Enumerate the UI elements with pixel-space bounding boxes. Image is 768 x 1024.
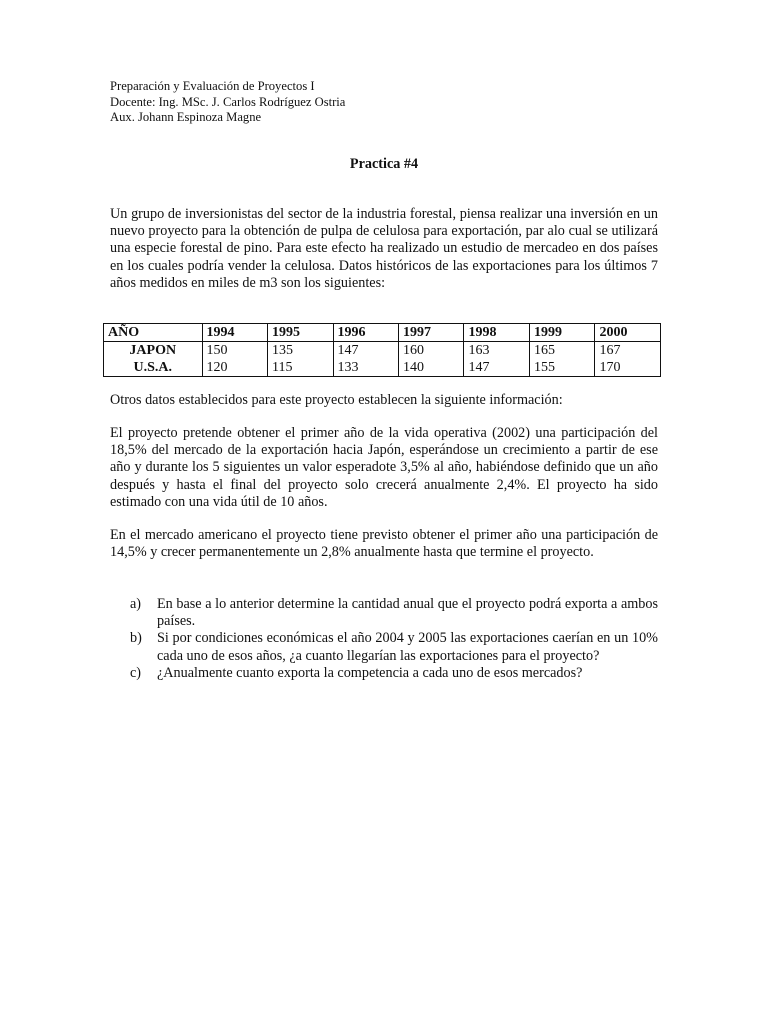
table-cell: 155 xyxy=(529,359,594,377)
table-row xyxy=(104,342,661,360)
row-label: U.S.A. xyxy=(104,359,203,377)
table-header-row xyxy=(104,324,661,342)
column-header: 1994 xyxy=(202,324,267,342)
table-cell: 150 xyxy=(202,342,267,360)
intro-paragraph: Un grupo de inversionistas del sector de la industria forestal, piensa realizar una inversión en un nuevo proyecto para la obtención de pulpa de celulosa para exportación, par alo cual se utilizará una especie forestal de pino. Para este efecto ha realizado un estudio de mercadeo en dos países en los cuales podría vender la celulosa. Datos históricos de las exportaciones para los últimos 7 años medidos en miles de m3 son los siguientes: xyxy=(110,206,658,291)
column-header: AÑO xyxy=(104,324,203,342)
list-item xyxy=(130,665,658,682)
table-cell: 170 xyxy=(595,359,661,377)
column-header: 2000 xyxy=(595,324,661,342)
column-header: 1998 xyxy=(464,324,529,342)
course-name: Preparación y Evaluación de Proyectos I xyxy=(110,79,315,93)
column-header: 1996 xyxy=(333,324,398,342)
table-cell: 163 xyxy=(464,342,529,360)
column-header: 1999 xyxy=(529,324,594,342)
list-marker: b) xyxy=(130,630,142,647)
column-header: 1995 xyxy=(268,324,333,342)
usa-market-paragraph: En el mercado americano el proyecto tiene previsto obtener el primer año una participación de 14,5% y crecer permanentemente un 2,8% anualmente hasta que termine el proyecto. xyxy=(110,527,658,561)
table-cell: 147 xyxy=(464,359,529,377)
question-text: En base a lo anterior determine la cantidad anual que el proyecto podrá exporta a ambos países. xyxy=(157,596,658,630)
question-list xyxy=(130,596,658,682)
course-header xyxy=(110,79,345,126)
table-cell: 167 xyxy=(595,342,661,360)
list-item xyxy=(130,596,658,630)
table-cell: 165 xyxy=(529,342,594,360)
table-cell: 160 xyxy=(398,342,463,360)
table-row xyxy=(104,359,661,377)
question-text: Si por condiciones económicas el año 2004 y 2005 las exportaciones caerían en un 10% cada uno de esos años, ¿a cuanto llegarían las exportaciones para el proyecto? xyxy=(157,630,658,664)
column-header: 1997 xyxy=(398,324,463,342)
row-label: JAPON xyxy=(104,342,203,360)
page-title: Practica #4 xyxy=(349,156,419,172)
question-text: ¿Anualmente cuanto exporta la competencia a cada uno de esos mercados? xyxy=(157,664,583,681)
list-marker: a) xyxy=(130,596,142,612)
table-cell: 147 xyxy=(333,342,398,360)
exports-table xyxy=(103,323,661,377)
table-cell: 135 xyxy=(268,342,333,360)
table-cell: 115 xyxy=(268,359,333,377)
japan-market-paragraph: El proyecto pretende obtener el primer año de la vida operativa (2002) una participación del 18,5% del mercado de la exportación hacia Japón, esperándose un crecimiento a partir de ese año y durante los 5 siguientes un valor esperadote 3,5% al año, habiéndose definido que un año después y hasta el final del proyecto solo crecerá anualmente 2,4%. El proyecto ha sido estimado con una vida útil de 10 años. xyxy=(110,425,658,510)
other-data-paragraph: Otros datos establecidos para este proyecto establecen la siguiente información: xyxy=(110,392,563,408)
table-cell: 133 xyxy=(333,359,398,377)
assistant-name: Aux. Johann Espinoza Magne xyxy=(110,110,262,124)
table-cell: 120 xyxy=(202,359,267,377)
instructor-name: Docente: Ing. MSc. J. Carlos Rodríguez Ostria xyxy=(110,94,346,109)
table-cell: 140 xyxy=(398,359,463,377)
list-item xyxy=(130,630,658,664)
list-marker: c) xyxy=(130,664,142,681)
